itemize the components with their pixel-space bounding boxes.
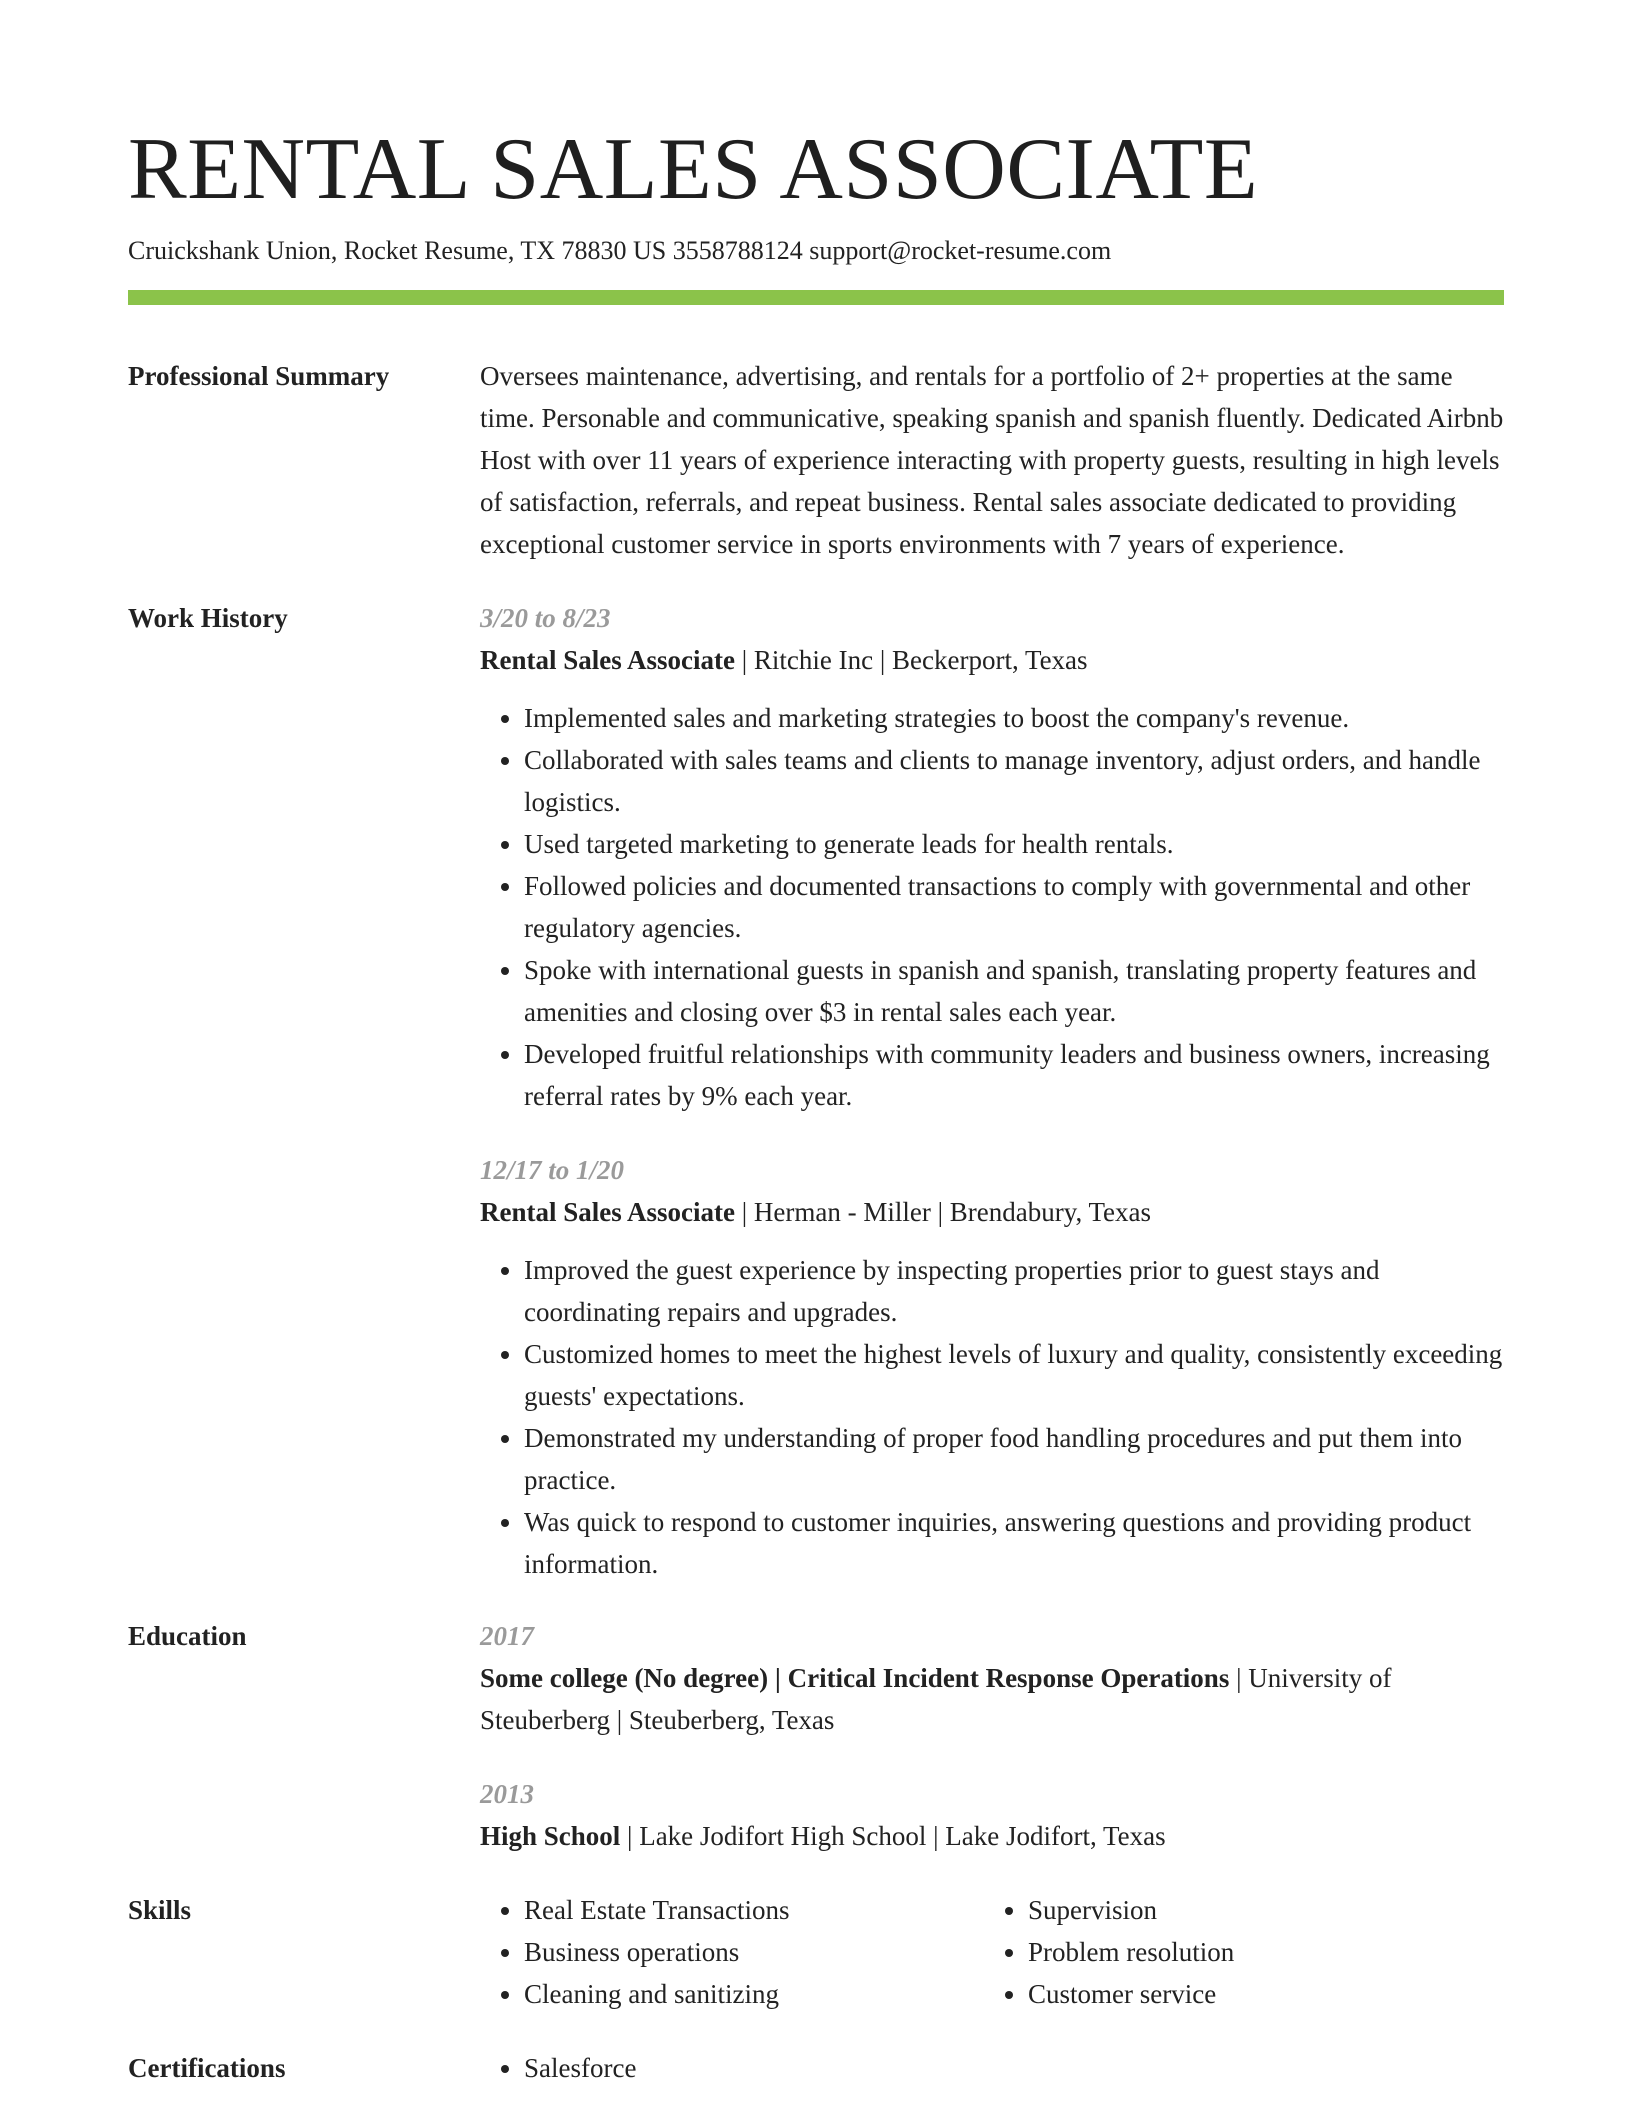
- education-entry: [480, 1615, 1504, 1741]
- skill-item: • Supervision: [1028, 1889, 1488, 1931]
- education-title-line: [480, 1815, 1504, 1857]
- skills-column: [480, 1889, 984, 2015]
- skills-section: [128, 1889, 1504, 2015]
- job-bullet: • Followed policies and documented transactions to comply with governmental and other regulatory agencies.: [524, 865, 1504, 949]
- job-title-line: [480, 1191, 1504, 1233]
- resume-title: RENTAL SALES ASSOCIATE: [128, 121, 1259, 218]
- resume-page: [128, 120, 1504, 2089]
- job-bullets: [480, 1249, 1504, 1585]
- summary-text: Oversees maintenance, advertising, and rentals for a portfolio of 2+ properties at the same time. Personable and communicative, speaking spanish and spanish fluently. Dedicated Airbnb Host with over 11 years of experience interacting with property guests, resulting in high levels of satisfaction, referrals, and repeat business. Rental sales associate dedicated to providing exceptional customer service in sports environments with 7 years of experience.: [480, 361, 1504, 559]
- skill-item: • Customer service: [1028, 1973, 1488, 2015]
- education-details: | Lake Jodifort High School | Lake Jodifort, Texas: [620, 1821, 1166, 1851]
- education-title: Some college (No degree) | Critical Incident Response Operations: [480, 1663, 1230, 1693]
- summary-label: Professional Summary: [128, 361, 390, 391]
- job-bullet: • Spoke with international guests in spanish and spanish, translating property features and amenities and closing over $3 in rental sales each year.: [524, 949, 1504, 1033]
- education-label: Education: [128, 1621, 247, 1651]
- skills-columns: [480, 1889, 1504, 2015]
- certifications-label: Certifications: [128, 2053, 286, 2083]
- job-dates: 3/20 to 8/23: [480, 603, 611, 633]
- job-title-line: [480, 639, 1504, 681]
- certifications-list: [480, 2047, 1504, 2089]
- skill-item: • Business operations: [524, 1931, 984, 1973]
- job-bullets: [480, 697, 1504, 1117]
- education-details: | University of Steuberberg | Steuberberg, Texas: [480, 1663, 1392, 1735]
- education-year: 2017: [480, 1621, 534, 1651]
- job-bullet: • Improved the guest experience by inspecting properties prior to guest stays and coordinating repairs and upgrades.: [524, 1249, 1504, 1333]
- job-details: | Ritchie Inc | Beckerport, Texas: [734, 645, 1088, 675]
- job-bullet: • Implemented sales and marketing strategies to boost the company's revenue.: [524, 697, 1504, 739]
- education-entry: [480, 1773, 1504, 1857]
- job-title: Rental Sales Associate: [480, 1197, 735, 1227]
- job-entry: [480, 597, 1504, 1117]
- contact-email: support@rocket-resume.com: [809, 236, 1112, 265]
- job-dates: 12/17 to 1/20: [480, 1155, 625, 1185]
- skill-item: • Real Estate Transactions: [524, 1889, 984, 1931]
- skills-column: [984, 1889, 1488, 2015]
- accent-divider: [128, 290, 1504, 305]
- skill-item: • Problem resolution: [1028, 1931, 1488, 1973]
- skill-item: • Cleaning and sanitizing: [524, 1973, 984, 2015]
- job-entry: [480, 1149, 1504, 1585]
- certifications-section: [128, 2047, 1504, 2089]
- work-history-section: [128, 597, 1504, 1585]
- job-title: Rental Sales Associate: [480, 645, 735, 675]
- certification-item: • Salesforce: [524, 2047, 1504, 2089]
- contact-phone: 3558788124: [672, 236, 803, 265]
- education-year: 2013: [480, 1779, 534, 1809]
- job-bullet: • Used targeted marketing to generate leads for health rentals.: [524, 823, 1504, 865]
- education-title: High School: [480, 1821, 621, 1851]
- job-bullet: • Was quick to respond to customer inquiries, answering questions and providing product information.: [524, 1501, 1504, 1585]
- contact-address: Cruickshank Union, Rocket Resume, TX 78830 US: [128, 236, 667, 265]
- education-section: [128, 1615, 1504, 1857]
- job-bullet: • Demonstrated my understanding of proper food handling procedures and put them into practice.: [524, 1417, 1504, 1501]
- work-history-label: Work History: [128, 603, 288, 633]
- job-details: | Herman - Miller | Brendabury, Texas: [734, 1197, 1152, 1227]
- contact-line: [128, 234, 1504, 268]
- skills-label: Skills: [128, 1895, 192, 1925]
- job-bullet: • Collaborated with sales teams and clients to manage inventory, adjust orders, and handle logistics.: [524, 739, 1504, 823]
- job-bullet: • Developed fruitful relationships with community leaders and business owners, increasing referral rates by 9% each year.: [524, 1033, 1504, 1117]
- education-title-line: [480, 1657, 1504, 1741]
- summary-section: [128, 355, 1504, 565]
- job-bullet: • Customized homes to meet the highest levels of luxury and quality, consistently exceeding guests' expectations.: [524, 1333, 1504, 1417]
